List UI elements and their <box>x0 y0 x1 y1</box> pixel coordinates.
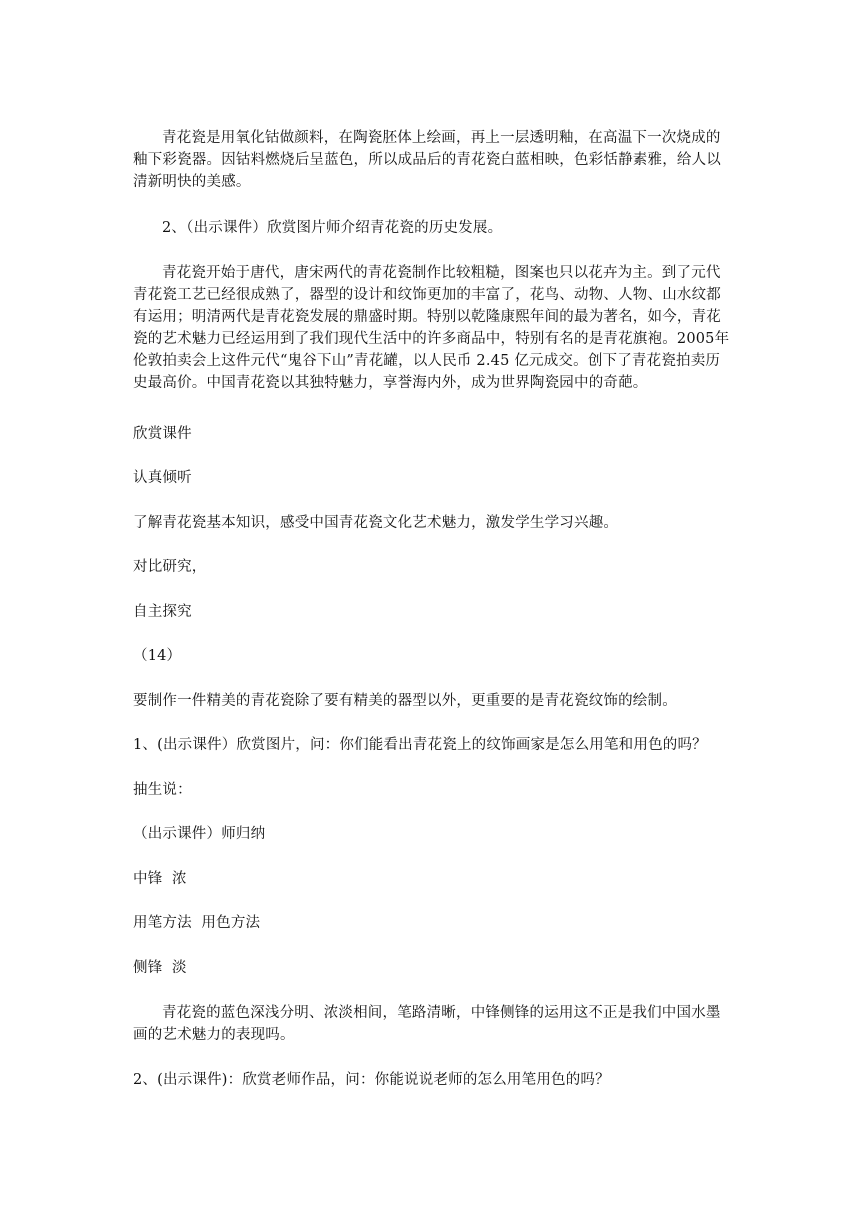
paragraph-self-explore: 自主探究 <box>133 604 192 620</box>
paragraph-center-stroke: 中锋 浓 <box>133 871 187 887</box>
paragraph-qinghua-definition: 青花瓷是用氧化钴做颜料，在陶瓷胚体上绘画，再上一层透明釉，在高温下一次烧成的釉下彩瓷器。因钴料燃烧后呈蓝色，所以成品后的青花瓷白蓝相映，色彩恬静素雅，给人以清新明快的美感。 <box>133 130 721 190</box>
paragraph-brush-methods: 用笔方法 用色方法 <box>133 915 261 931</box>
paragraph-objective: 了解青花瓷基本知识，感受中国青花瓷文化艺术魅力，激发学生学习兴趣。 <box>133 515 619 531</box>
paragraph-decoration-intro: 要制作一件精美的青花瓷除了要有精美的器型以外，更重要的是青花瓷纹饰的绘制。 <box>133 693 677 709</box>
paragraph-appreciate-courseware: 欣赏课件 <box>133 426 192 442</box>
paragraph-teacher-summary: （出示课件）师归纳 <box>133 826 266 842</box>
paragraph-number: （14） <box>133 648 182 664</box>
paragraph-ink-charm: 青花瓷的蓝色深浅分明、浓淡相间，笔路清晰，中锋侧锋的运用这不正是我们中国水墨画的艺术魅力的表现吗。 <box>133 1005 721 1043</box>
paragraph-side-stroke: 侧锋 淡 <box>133 960 187 976</box>
paragraph-history-detail: 青花瓷开始于唐代，唐宋两代的青花瓷制作比较粗糙，图案也只以花卉为主。到了元代青花瓷工艺已经很成熟了，器型的设计和纹饰更加的丰富了，花鸟、动物、人物、山水纹都有运用；明清两代是青花瓷发展的鼎盛时期。特别以乾隆康熙年间的最为著名，如今，青花瓷的艺术魅力已经运用到了我们现代生活中的许多商品中，特别有名的是青花旗袍。2005年伦敦拍卖会上这件元代“鬼谷下山”青花罐，以人民币 2.45 亿元成交。创下了青花瓷拍卖历史最高价。中国青花瓷以其独特魅力，享誉海内外，成为世界陶瓷园中的奇葩。 <box>133 265 730 391</box>
paragraph-listen: 认真倾听 <box>133 470 192 486</box>
paragraph-student-answer: 抽生说： <box>133 782 192 798</box>
paragraph-question-2: 2、(出示课件)：欣赏老师作品，问：你能说说老师的怎么用笔用色的吗？ <box>133 1072 610 1088</box>
paragraph-history-intro: 2、（出示课件）欣赏图片师介绍青花瓷的历史发展。 <box>162 220 503 236</box>
paragraph-compare-study: 对比研究， <box>133 559 207 575</box>
paragraph-question-1: 1、(出示课件）欣赏图片，问：你们能看出青花瓷上的纹饰画家是怎么用笔和用色的吗？ <box>133 737 707 753</box>
